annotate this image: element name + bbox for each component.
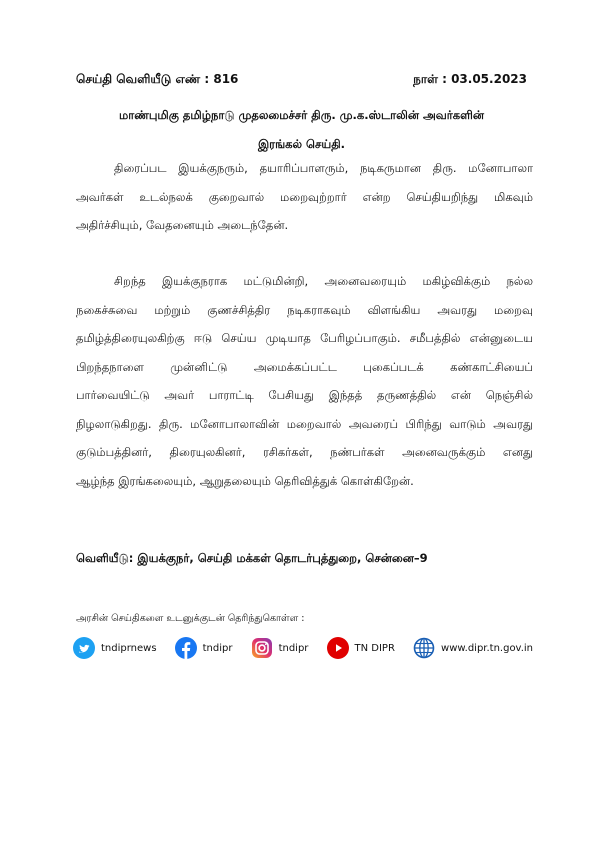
- facebook-icon: [175, 637, 197, 659]
- document-title: மாண்புமிகு தமிழ்நாடு முதலமைச்சர் திரு. மு.க.ஸ்டாலின் அவர்களின்: [118, 108, 485, 122]
- social-links-bar: [73, 636, 533, 660]
- paragraph-2-line: தமிழ்த்திரையுலகிற்கு ஈடு செய்ய முடியாத பேரிழப்பாகும். சமீபத்தில் என்னுடைய: [76, 331, 533, 345]
- paragraph-2: [76, 267, 533, 495]
- paragraph-2-line: பார்வையிட்டு அவர் பாராட்டி பேசியது இந்தத் தருணத்தில் என் நெஞ்சில்: [76, 388, 533, 402]
- website-url: www.dipr.tn.gov.in: [441, 642, 533, 654]
- paragraph-2-line: ஆழ்ந்த இரங்கலையும், ஆறுதலையும் தெரிவித்துக் கொள்கிறேன்.: [76, 473, 414, 488]
- globe-icon: [413, 637, 435, 659]
- website-link[interactable]: [413, 637, 533, 659]
- paragraph-2-line: பிறந்தநாளை முன்னிட்டு அமைக்கப்பட்ட புகைப்படக் கண்காட்சியைப்: [76, 359, 533, 374]
- release-source: வெளியீடு: இயக்குநர், செய்தி மக்கள் தொடர்புத்துறை, சென்னை–9: [76, 551, 428, 565]
- paragraph-2-line: நிழலாடுகிறது. திரு. மனோபாலாவின் மறைவால் அவரைப் பிரிந்து வாடும் அவரது: [76, 416, 533, 431]
- paragraph-2-line: குடும்பத்தினர், திரையுலகினர், ரசிகர்கள், நண்பர்கள் அனைவருக்கும் எனது: [76, 445, 533, 459]
- instagram-icon: [251, 637, 273, 659]
- paragraph-2-line: நகைச்சுவை மற்றும் குணச்சித்திர நடிகராகவும் விளங்கிய அவரது மறைவு: [76, 302, 533, 317]
- twitter-handle: tndiprnews: [101, 642, 157, 654]
- instagram-handle: tndipr: [278, 642, 309, 654]
- release-date: நாள் : 03.05.2023: [413, 72, 527, 86]
- youtube-link[interactable]: [327, 637, 395, 659]
- paragraph-1-line: அதிர்ச்சியும், வேதனையும் அடைந்தேன்.: [76, 218, 289, 232]
- document-subtitle: இரங்கல் செய்தி.: [257, 137, 346, 151]
- youtube-icon: [327, 637, 349, 659]
- follow-prompt: அரசின் செய்திகளை உடனுக்குடன் தெரிந்துகொள்ள :: [76, 613, 305, 624]
- facebook-handle: tndipr: [202, 642, 233, 654]
- paragraph-1-line: அவர்கள் உடல்நலக் குறைவால் மறைவுற்றார் என்ற செய்தியறிந்து மிகவும்: [76, 189, 533, 204]
- header-row: [76, 72, 527, 88]
- instagram-link[interactable]: [251, 637, 309, 659]
- paragraph-1: [76, 154, 533, 240]
- facebook-link[interactable]: [175, 637, 233, 659]
- twitter-icon: [73, 637, 95, 659]
- twitter-link[interactable]: [73, 637, 157, 659]
- paragraph-1-line: திரைப்பட இயக்குநரும், தயாரிப்பாளரும், நடிகருமான திரு. மனோபாலா: [114, 161, 533, 175]
- youtube-channel: TN DIPR: [354, 642, 395, 654]
- release-number: செய்தி வெளியீடு எண் : 816: [76, 72, 239, 86]
- paragraph-2-line: சிறந்த இயக்குநராக மட்டுமின்றி, அனைவரையும் மகிழ்விக்கும் நல்ல: [114, 274, 533, 288]
